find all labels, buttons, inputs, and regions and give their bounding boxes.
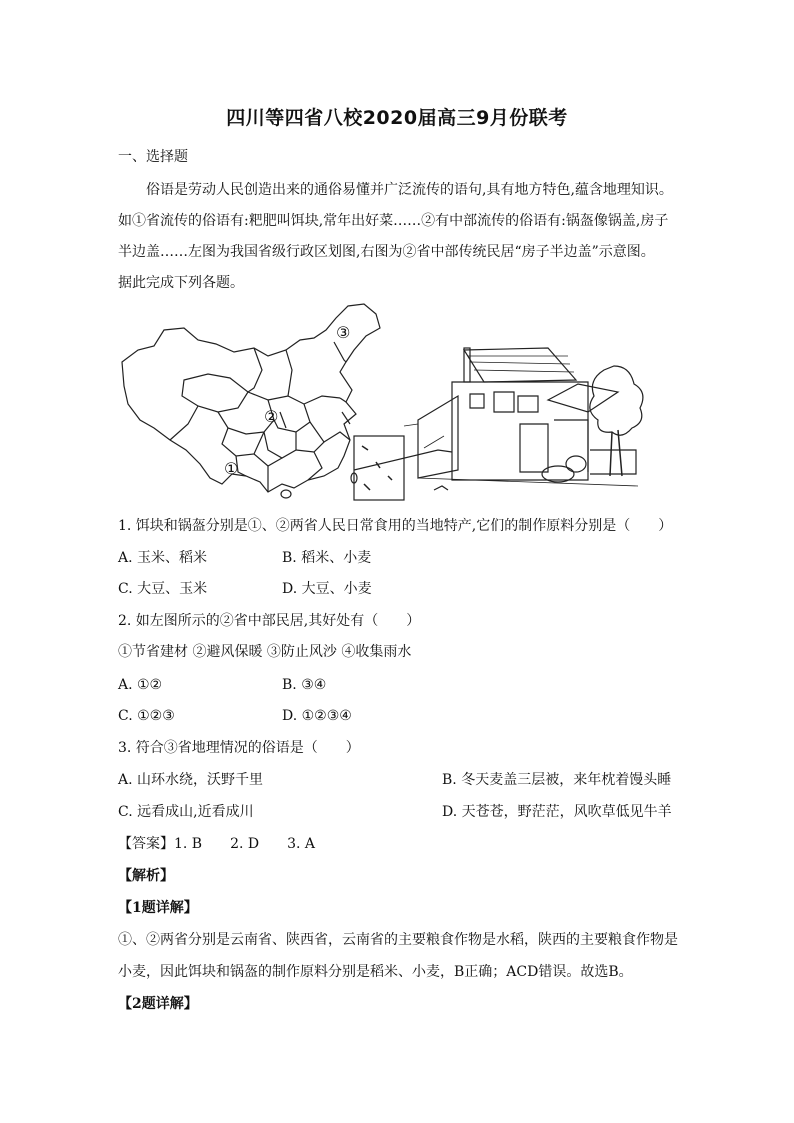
question-2-choices: ①节省建材 ②避风保暖 ③防止风沙 ④收集雨水 bbox=[118, 644, 412, 660]
question-2-option-c: C. ①②③ bbox=[118, 708, 175, 724]
question-2-option-a: A. ①② bbox=[118, 677, 163, 693]
question-1-option-d: D. 大豆、小麦 bbox=[282, 581, 372, 597]
question-1-stem: 1. 饵块和锅盔分别是①、②两省人民日常食用的当地特产,它们的制作原料分别是（ ） bbox=[118, 518, 673, 534]
question-3-stem: 3. 符合③省地理情况的俗语是（ ） bbox=[118, 740, 360, 756]
map-marker-1: ① bbox=[224, 459, 239, 478]
intro-line-4: 据此完成下列各题。 bbox=[118, 275, 244, 291]
intro-line-2: 如①省流传的俗语有:粑肥叫饵块,常年出好菜……②有中部流传的俗语有:锅盔像锅盖,房子 bbox=[118, 213, 669, 229]
question-1-option-a: A. 玉米、稻米 bbox=[118, 550, 208, 566]
detail-1-line-2: 小麦，因此饵块和锅盔的制作原料分别是稻米、小麦，B正确；ACD错误。故选B。 bbox=[118, 964, 633, 980]
question-1-option-b: B. 稻米、小麦 bbox=[282, 550, 372, 566]
detail-1-line-1: ①、②两省分别是云南省、陕西省，云南省的主要粮食作物是水稻，陕西的主要粮食作物是 bbox=[118, 932, 678, 948]
map-marker-2: ② bbox=[264, 407, 279, 426]
question-2-option-d: D. ①②③④ bbox=[282, 708, 352, 724]
dwelling-illustration bbox=[354, 348, 643, 490]
question-2-option-b: B. ③④ bbox=[282, 677, 327, 693]
map-marker-3: ③ bbox=[336, 323, 351, 342]
question-3-option-b: B. 冬天麦盖三层被，来年枕着馒头睡 bbox=[442, 772, 672, 788]
intro-line-1: 俗语是劳动人民创造出来的通俗易懂并广泛流传的语句,具有地方特色,蕴含地理知识。 bbox=[146, 182, 673, 198]
question-3-option-c: C. 远看成山,近看成川 bbox=[118, 804, 254, 820]
figure-map-and-dwelling bbox=[118, 300, 648, 506]
question-1-option-c: C. 大豆、玉米 bbox=[118, 581, 208, 597]
question-3-option-a: A. 山环水绕，沃野千里 bbox=[118, 772, 264, 788]
answer-line: 【答案】1. B 2. D 3. A bbox=[118, 836, 316, 852]
question-2-stem: 2. 如左图所示的②省中部民居,其好处有（ ） bbox=[118, 613, 421, 629]
detail-2-heading: 【2题详解】 bbox=[118, 996, 198, 1012]
intro-line-3: 半边盖……左图为我国省级行政区划图,右图为②省中部传统民居“房子半边盖”示意图。 bbox=[118, 244, 655, 260]
analysis-heading: 【解析】 bbox=[118, 868, 174, 884]
page-title: 四川等四省八校2020届高三9月份联考 bbox=[226, 107, 568, 129]
question-3-option-d: D. 天苍苍，野茫茫，风吹草低见牛羊 bbox=[442, 804, 672, 820]
detail-1-heading: 【1题详解】 bbox=[118, 900, 198, 916]
section-heading: 一、选择题 bbox=[118, 149, 188, 165]
